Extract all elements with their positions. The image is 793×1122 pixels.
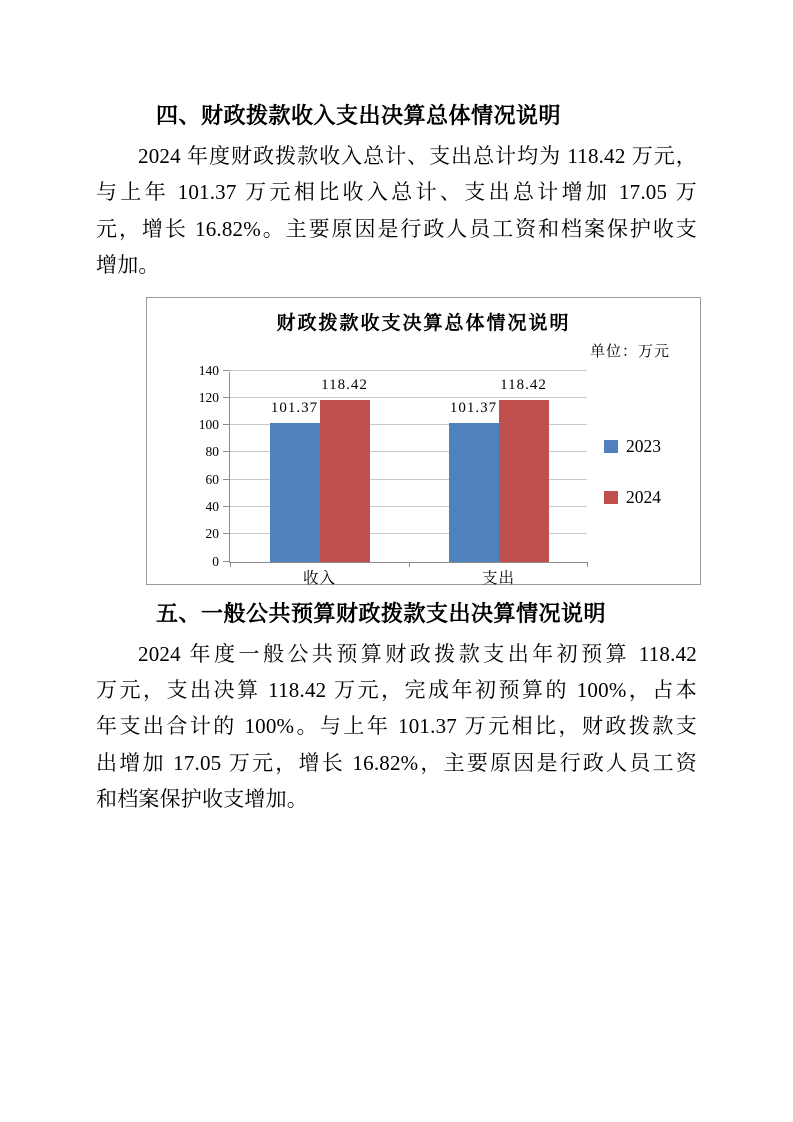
paragraph-line: 年支出合计的 100%。与上年 101.37 万元相比，财政拨款支: [96, 714, 697, 739]
chart-unit-label: 单位：万元: [589, 343, 670, 360]
paragraph-line: 2024 年度一般公共预算财政拨款支出年初预算 118.42: [138, 641, 697, 666]
chart-plot-area: [198, 362, 587, 587]
bar-value-label: 118.42: [321, 377, 368, 394]
paragraph-line: 出增加 17.05 万元，增长 16.82%，主要原因是行政人员工资: [96, 750, 697, 775]
paragraph-line: 元，增长 16.82%。主要原因是行政人员工资和档案保护收支: [96, 216, 697, 241]
paragraph-line: 2024 年度财政拨款收入总计、支出总计均为 118.42 万元，: [138, 144, 697, 168]
legend-label-2024: 2024: [626, 487, 661, 508]
bar-2023-支出: [449, 423, 499, 561]
x-axis-label-支出: 支出: [481, 569, 515, 587]
y-axis-tick-label: 60: [205, 471, 219, 487]
x-axis-tick: [409, 562, 410, 567]
paragraph-line: 增加。: [96, 253, 160, 278]
y-axis-tick: [223, 424, 230, 425]
paragraph-line: 和档案保护收支增加。: [96, 787, 308, 812]
y-axis-tick: [223, 533, 230, 534]
x-axis-label-收入: 收入: [302, 569, 336, 587]
y-axis-tick: [223, 479, 230, 480]
paragraph-line: 与上年 101.37 万元相比收入总计、支出总计增加 17.05 万: [96, 180, 697, 205]
legend-label-2023: 2023: [626, 436, 661, 457]
chart-legend: [604, 436, 661, 538]
x-axis-tick: [587, 562, 588, 567]
section-5-paragraph: [96, 636, 697, 818]
bar-value-label: 101.37: [270, 400, 319, 417]
chart-title: 财政拨款收支决算总体情况说明: [276, 312, 571, 334]
y-axis-tick-label: 0: [212, 553, 219, 569]
legend-swatch-2024: [604, 491, 618, 504]
bar-2024-收入: [320, 400, 370, 562]
y-axis-tick: [223, 506, 230, 507]
section-4-heading: 四、财政拨款收入支出决算总体情况说明: [156, 103, 562, 128]
y-axis-tick-label: 100: [198, 417, 219, 433]
y-axis-tick: [223, 397, 230, 398]
y-axis-tick: [223, 561, 230, 562]
y-axis-tick-label: 20: [205, 526, 219, 542]
bar-value-label: 101.37: [449, 400, 498, 417]
y-axis-tick-label: 40: [205, 499, 219, 515]
y-axis-tick-label: 80: [205, 444, 219, 460]
y-axis-tick-label: 120: [198, 389, 219, 405]
legend-item-2023: [604, 436, 661, 458]
paragraph-line: 万元，支出决算 118.42 万元，完成年初预算的 100%，占本: [96, 678, 697, 703]
budget-bar-chart: [146, 297, 701, 585]
y-axis-tick: [223, 451, 230, 452]
bar-value-label: 118.42: [500, 377, 547, 394]
y-axis-tick: [223, 370, 230, 371]
y-axis-tick-label: 140: [198, 362, 219, 378]
section-5-heading: 五、一般公共预算财政拨款支出决算情况说明: [156, 600, 607, 626]
gridline: [230, 370, 587, 371]
gridline: [230, 397, 587, 398]
x-axis-tick: [230, 562, 231, 567]
section-4-paragraph: [96, 138, 697, 284]
bar-2023-收入: [270, 423, 320, 561]
bar-2024-支出: [499, 400, 549, 562]
page-content: [96, 100, 697, 818]
legend-item-2024: [604, 487, 661, 509]
legend-swatch-2023: [604, 440, 618, 453]
